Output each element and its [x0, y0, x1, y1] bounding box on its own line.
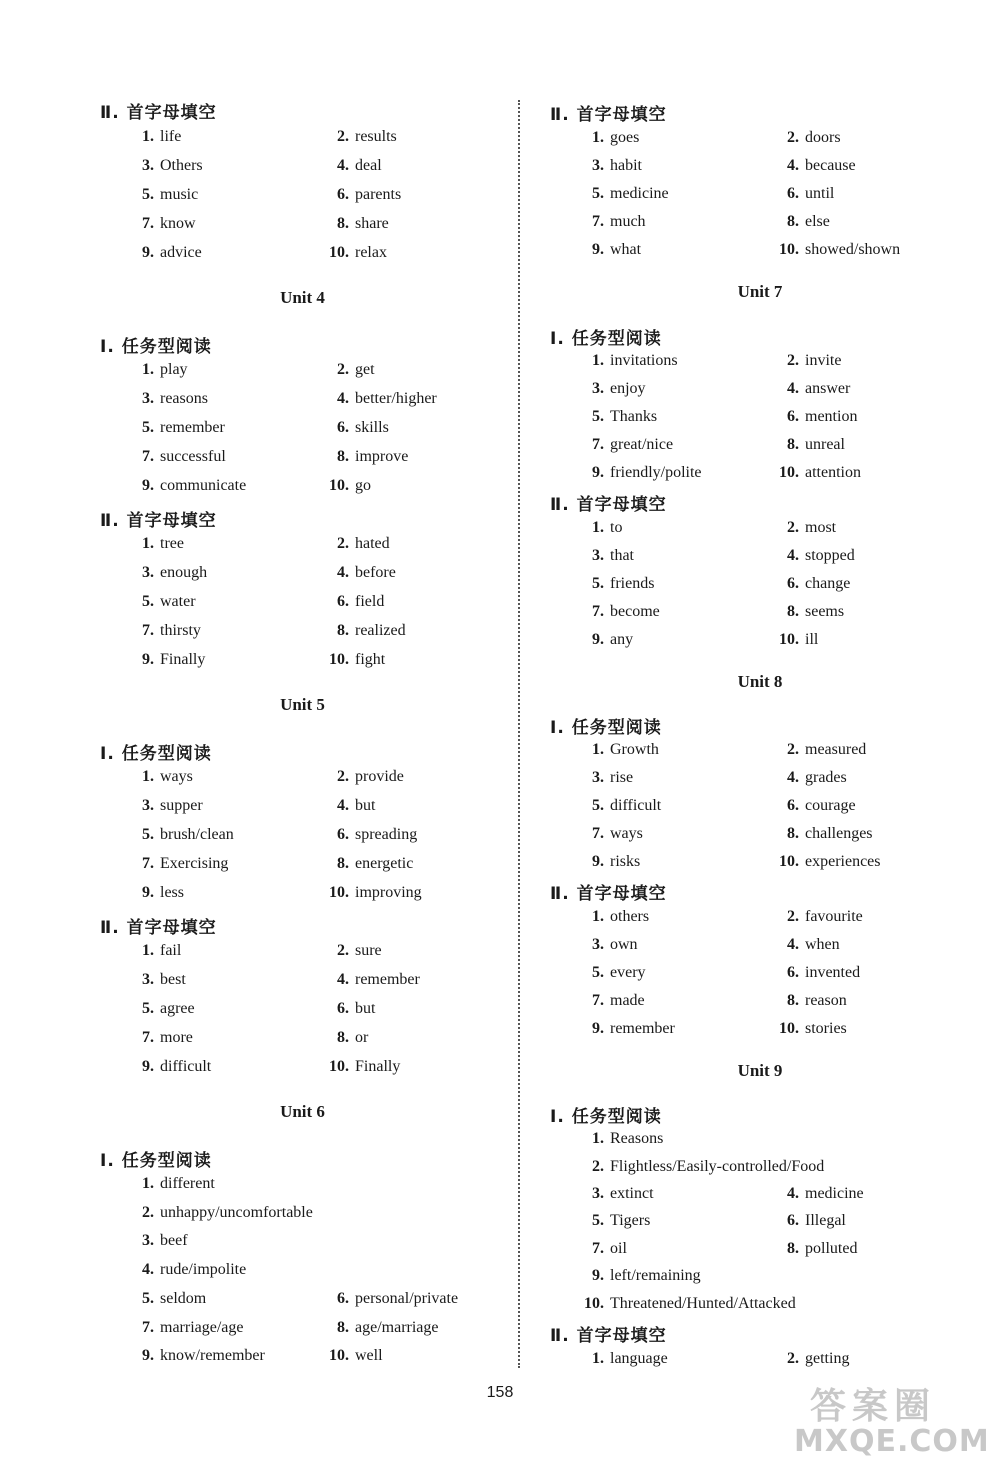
unit-title: Unit 6: [280, 1102, 325, 1121]
answer-item: 9. left/remaining: [592, 1267, 701, 1284]
answer-item: 2. doors: [787, 129, 841, 146]
answer-item: 6. but: [337, 1000, 376, 1017]
answer-item: 1. goes: [592, 129, 640, 146]
answer-item: 9. advice: [142, 244, 202, 261]
answer-item: 9. friendly/polite: [592, 464, 702, 481]
answer-item: 4. remember: [337, 971, 420, 988]
answer-item: 1. fail: [142, 942, 182, 959]
answer-item: 7. made: [592, 992, 645, 1009]
answer-item: 4. but: [337, 797, 376, 814]
section-heading: Ⅰ. 任务型阅读: [100, 1151, 212, 1171]
answer-item: 3. beef: [142, 1232, 188, 1249]
answer-item: 1. play: [142, 361, 188, 378]
answer-item: 9. know/remember: [142, 1347, 265, 1364]
answer-item: 5. remember: [142, 419, 225, 436]
answer-item: 9. less: [142, 884, 184, 901]
answer-item: 6. courage: [787, 797, 856, 814]
section-heading: Ⅰ. 任务型阅读: [100, 744, 212, 764]
answer-item: 9. risks: [592, 853, 641, 870]
answer-item: 2. hated: [337, 535, 390, 552]
answer-item: 10. showed/shown: [779, 241, 901, 258]
answer-item: 1. life: [142, 128, 182, 145]
answer-item: 3. habit: [592, 157, 642, 174]
answer-item: 1. Reasons: [592, 1130, 664, 1147]
answer-item: 8. seems: [787, 603, 845, 620]
answer-item: 1. others: [592, 908, 650, 925]
answer-item: 5. seldom: [142, 1290, 207, 1307]
answer-item: 7. ways: [592, 825, 643, 842]
answer-item: 6. invented: [787, 964, 861, 981]
answer-item: 10. attention: [779, 464, 861, 481]
answer-item: 7. more: [142, 1029, 193, 1046]
unit-title: Unit 4: [280, 288, 325, 307]
answer-item: 7. Exercising: [142, 855, 229, 872]
answer-item: 3. supper: [142, 797, 203, 814]
answer-item: 7. thirsty: [142, 622, 201, 639]
answer-item: 6. parents: [337, 186, 402, 203]
answer-item: 8. challenges: [787, 825, 873, 842]
section-heading: Ⅱ. 首字母填空: [550, 495, 667, 515]
answer-item: 7. know: [142, 215, 196, 232]
column-divider: [518, 100, 520, 1368]
answer-item: 4. deal: [337, 157, 382, 174]
section-heading: Ⅰ. 任务型阅读: [550, 329, 662, 349]
answer-item: 8. or: [337, 1029, 369, 1046]
answer-item: 10. Threatened/Hunted/Attacked: [584, 1295, 796, 1312]
answer-item: 2. most: [787, 519, 837, 536]
unit-title: Unit 7: [737, 282, 783, 301]
answer-item: 4. better/higher: [337, 390, 437, 407]
answer-item: 6. Illegal: [787, 1212, 846, 1229]
answer-item: 6. until: [787, 185, 835, 202]
answer-item: 7. marriage/age: [142, 1319, 244, 1336]
page-number: 158: [486, 1384, 514, 1401]
answer-item: 8. unreal: [787, 436, 845, 453]
answer-item: 6. mention: [787, 408, 858, 425]
answer-item: 9. difficult: [142, 1058, 212, 1075]
answer-item: 5. medicine: [592, 185, 669, 202]
answer-item: 4. because: [787, 157, 856, 174]
section-heading: Ⅱ. 首字母填空: [550, 105, 667, 125]
answer-item: 4. before: [337, 564, 396, 581]
answer-item: 4. medicine: [787, 1185, 864, 1202]
answer-item: 2. sure: [337, 942, 382, 959]
section-heading: Ⅱ. 首字母填空: [100, 918, 217, 938]
answer-item: 10. Finally: [329, 1058, 401, 1075]
answer-item: 5. friends: [592, 575, 655, 592]
answer-item: 6. change: [787, 575, 851, 592]
section-heading: Ⅱ. 首字母填空: [100, 103, 217, 123]
section-heading: Ⅱ. 首字母填空: [550, 884, 667, 904]
answer-item: 10. relax: [329, 244, 387, 261]
answer-item: 7. great/nice: [592, 436, 674, 453]
answer-item: 4. grades: [787, 769, 847, 786]
answer-item: 3. rise: [592, 769, 634, 786]
answer-item: 3. Others: [142, 157, 203, 174]
answer-item: 8. polluted: [787, 1240, 858, 1257]
unit-title: Unit 9: [737, 1061, 783, 1080]
section-heading: Ⅱ. 首字母填空: [100, 511, 217, 531]
answer-item: 7. oil: [592, 1240, 627, 1257]
watermark-url: MXQE.COM: [794, 1424, 990, 1459]
answer-item: 8. realized: [337, 622, 406, 639]
answer-item: 2. measured: [787, 741, 867, 758]
answer-item: 10. experiences: [779, 853, 881, 870]
answer-item: 8. reason: [787, 992, 847, 1009]
answer-item: 1. to: [592, 519, 623, 536]
answer-item: 5. every: [592, 964, 646, 981]
answer-item: 8. age/marriage: [337, 1319, 439, 1336]
answer-item: 4. stopped: [787, 547, 855, 564]
answer-item: 3. enjoy: [592, 380, 646, 397]
answer-item: 5. agree: [142, 1000, 195, 1017]
answer-item: 7. much: [592, 213, 646, 230]
answer-item: 5. difficult: [592, 797, 662, 814]
answer-item: 7. become: [592, 603, 660, 620]
answer-item: 8. else: [787, 213, 830, 230]
answer-item: 3. extinct: [592, 1185, 654, 1202]
answer-item: 7. successful: [142, 448, 226, 465]
answer-item: 1. language: [592, 1350, 668, 1367]
answer-item: 3. own: [592, 936, 638, 953]
answer-item: 3. enough: [142, 564, 208, 581]
unit-title: Unit 8: [737, 672, 783, 691]
watermark-logo: [790, 1378, 990, 1462]
answer-item: 1. Growth: [592, 741, 659, 758]
answer-item: 6. personal/private: [337, 1290, 459, 1307]
answer-item: 3. that: [592, 547, 634, 564]
answer-item: 2. get: [337, 361, 375, 378]
answer-item: 3. reasons: [142, 390, 208, 407]
answer-item: 9. Finally: [142, 651, 206, 668]
answer-item: 2. invite: [787, 352, 842, 369]
answer-item: 9. communicate: [142, 477, 247, 494]
watermark-text: 答案圈: [810, 1386, 937, 1427]
answer-item: 6. skills: [337, 419, 389, 436]
answer-item: 1. invitations: [592, 352, 678, 369]
answer-item: 4. answer: [787, 380, 851, 397]
answer-item: 8. energetic: [337, 855, 414, 872]
section-heading: Ⅰ. 任务型阅读: [100, 337, 212, 357]
answer-item: 9. remember: [592, 1020, 675, 1037]
answer-item: 6. field: [337, 593, 385, 610]
answer-item: 2. unhappy/uncomfortable: [142, 1204, 313, 1221]
section-heading: Ⅰ. 任务型阅读: [550, 1107, 662, 1127]
answer-item: 8. improve: [337, 448, 409, 465]
answer-item: 5. water: [142, 593, 196, 610]
answer-item: 6. spreading: [337, 826, 418, 843]
answer-item: 2. results: [337, 128, 397, 145]
answer-item: 10. stories: [779, 1020, 847, 1037]
answer-item: 2. Flightless/Easily-controlled/Food: [592, 1158, 825, 1175]
answer-item: 5. Tigers: [592, 1212, 651, 1229]
answer-item: 3. best: [142, 971, 186, 988]
answer-item: 10. go: [329, 477, 371, 494]
answer-item: 5. Thanks: [592, 408, 658, 425]
section-heading: Ⅰ. 任务型阅读: [550, 718, 662, 738]
answer-item: 1. tree: [142, 535, 184, 552]
section-heading: Ⅱ. 首字母填空: [550, 1326, 667, 1346]
unit-title: Unit 5: [280, 695, 325, 714]
answer-item: 10. fight: [329, 651, 386, 668]
answer-item: 5. music: [142, 186, 199, 203]
answer-item: 10. improving: [329, 884, 422, 901]
answer-item: 9. what: [592, 241, 642, 258]
answer-item: 10. well: [329, 1347, 383, 1364]
answer-item: 4. when: [787, 936, 840, 953]
answer-item: 8. share: [337, 215, 389, 232]
answer-item: 9. any: [592, 631, 634, 648]
answer-item: 2. favourite: [787, 908, 863, 925]
answer-item: 2. provide: [337, 768, 404, 785]
answer-item: 4. rude/impolite: [142, 1261, 247, 1278]
answer-item: 1. ways: [142, 768, 193, 785]
answer-item: 1. different: [142, 1175, 215, 1192]
answer-item: 2. getting: [787, 1350, 850, 1367]
answer-item: 5. brush/clean: [142, 826, 234, 843]
answer-item: 10. ill: [779, 631, 819, 648]
